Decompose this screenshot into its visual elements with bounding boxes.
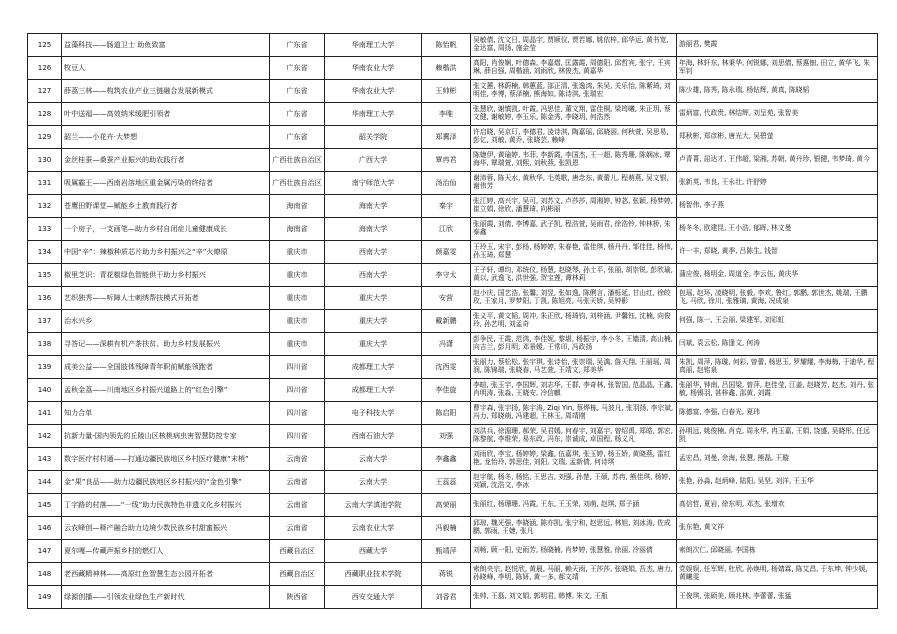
school-name-cell: 海南大学 (325, 195, 422, 218)
advisors-cell: 朱凯, 周萍, 陈璇, 何彩, 曾蕾, 杨思玉, 罗耀耀, 李海梅, 于迪华, 程真丽, 赵铭泉 (677, 356, 878, 379)
row-number-cell: 142 (28, 425, 62, 448)
project-name-cell: 椒里芝识：青花椒绿色智能供干助力乡村振兴 (62, 264, 270, 287)
leader-name-cell: 高荣丽 (422, 494, 471, 517)
project-name-cell: 夏尔嘎—传藏声振乡村的燃灯人 (62, 540, 270, 563)
row-number-cell: 141 (28, 402, 62, 425)
row-number-cell: 128 (28, 103, 62, 126)
school-name-cell: 云南大学 (325, 471, 422, 494)
project-name-cell: 丁字路的村落——“一线”助力民族特色非遗文化乡村振兴 (62, 494, 270, 517)
table-row (28, 310, 878, 333)
row-number-cell: 144 (28, 471, 62, 494)
province-cell: 四川省 (270, 379, 325, 402)
project-name-cell: 孟秋金荔——川南地区乡村振兴道路上的“红色引擎” (62, 379, 270, 402)
advisors-cell: 王俊琪, 张硕美, 顾兆林, 李蕾蕾, 张猛 (677, 586, 878, 609)
leader-name-cell: 冯潇 (422, 333, 471, 356)
row-number-cell: 129 (28, 126, 62, 149)
advisors-cell: 张新英, 韦良, 王永壮, 许舒婷 (677, 172, 878, 195)
team-members-cell: 高阳, 肖俊娴, 叶德森, 李嘉熠, 匡露霞, 周德阳, 邱哲宾, 张宁, 王宾琳, 薛自强, 周楷涵, 刘雨欣, 林俊杰, 黄嘉华 (471, 57, 677, 80)
province-cell: 广东省 (270, 80, 325, 103)
advisors-cell: 雷炳富, 代政贵, 林结辉, 刘呈苑, 张智美 (677, 103, 878, 126)
school-name-cell: 云南大学滇池学院 (325, 494, 422, 517)
table-row (28, 333, 878, 356)
province-cell: 云南省 (270, 517, 325, 540)
advisors-cell: 高信哲, 夏岩, 徐东明, 邓杰, 张增欢 (677, 494, 878, 517)
project-name-cell: 抗新力量-国内领先的丘陵山区核桃病虫害智慧防控专家 (62, 425, 270, 448)
table-row (28, 586, 878, 609)
school-name-cell: 西南石油大学 (325, 425, 422, 448)
school-name-cell: 云南农业大学 (325, 517, 422, 540)
table-body (28, 34, 878, 609)
leader-name-cell: 陈怡帆 (422, 34, 471, 57)
project-name-cell: 韶兰——小花卉·大梦想 (62, 126, 270, 149)
table-row (28, 57, 878, 80)
advisors-cell: 孙明远, 姚俊楠, 肖克, 周永华, 冉玉嘉, 王娟, 饶盛, 吴晓彤, 任远凯 (677, 425, 878, 448)
project-name-cell: 云农峰创—释产融合助力边境少数民族乡村甜蜜振兴 (62, 517, 270, 540)
leader-name-cell: 王帅彬 (422, 80, 471, 103)
project-name-cell: 老西藏精神林——高原红色智慧生态公园开拓者 (62, 563, 270, 586)
school-name-cell: 西南大学 (325, 264, 422, 287)
project-name-cell: 益藻科技——肠道卫士 助鱼致富 (62, 34, 270, 57)
school-name-cell: 重庆大学 (325, 287, 422, 310)
advisors-cell: 党娱娱, 任军辉, 杜欣, 孙焕明, 杨婧霖, 陈艾昌, 于东坤, 钟少媛, 黄曦雯 (677, 563, 878, 586)
row-number-cell: 147 (28, 540, 62, 563)
team-members-cell: 陈婕伊, 黄瑜婷, 韦菲, 李新霞, 李国杰, 王一超, 陈秀珊, 陈娴冰, 覃海华, 覃瑞萱, 刘熙, 刘秋燕, 张凯恩 (471, 149, 677, 172)
leader-name-cell: 汤治仙 (422, 172, 471, 195)
advisors-cell: 索朗次仁, 邱晓丽, 李国栋 (677, 540, 878, 563)
leader-name-cell: 刘强 (422, 425, 471, 448)
team-members-cell: 张丽红, 杨珊珊, 冯霞, 王东, 王玉荣, 刘萌, 赵琪, 郑子涵 (471, 494, 677, 517)
table-row (28, 402, 878, 425)
leader-name-cell: 王蕊蕊 (422, 471, 471, 494)
advisors-cell: 陈少雄, 陈秀, 陈永瑞, 杨钻辉, 黄真, 陈晓韬 (677, 80, 878, 103)
school-name-cell: 南宁师范大学 (325, 172, 422, 195)
team-members-cell: 吴敏倩, 沈文日, 周晶宇, 贾顺仪, 贾若娜, 姚依梓, 邱华运, 黄书宽, 金达富, 周扬, 施金莹 (471, 34, 677, 57)
team-members-cell: 刘洪兵, 徐湄珊, 郝荣, 吴君嫣, 何春宇, 刘嘉宇, 曾绍禹, 郑皓, 郭宏, 陈黎航, 李维荣, 易东政, 冯东, 崇诚成, 卓国程, 杨义凡 (471, 425, 677, 448)
advisors-cell: 孟宏昌, 刘曼, 余海, 张慧, 熊磊, 王璇 (677, 448, 878, 471)
table-row (28, 218, 878, 241)
province-cell: 重庆市 (270, 287, 325, 310)
row-number-cell: 148 (28, 563, 62, 586)
school-name-cell: 西藏职业技术学院 (325, 563, 422, 586)
table-row (28, 379, 878, 402)
team-members-cell: 邱琼, 魏光强, 李晓涵, 陈亦凯, 张宁和, 赵思远, 林旭, 刘冰涛, 佐成鹏, 郭雨, 王婕, 张凡 (471, 517, 677, 540)
team-members-cell: 张丽霞, 刘倩, 李博嘉, 武子凯, 程浩萱, 吴雨君, 徐浩铃, 钟林桥, 朱泰鑫 (471, 218, 677, 241)
row-number-cell: 149 (28, 586, 62, 609)
province-cell: 西藏自治区 (270, 563, 325, 586)
project-name-cell: 苍鹰田野课堂—赋能乡土教育践行者 (62, 195, 270, 218)
team-members-cell: 张丽力, 蔡松松, 张宇琪, 张诗怡, 张崇瑞, 吴漓, 詹天翔, 王丽瑶, 周润, 陈锦瑞, 张晓春, 马艺萱, 王靖文, 郑美华 (471, 356, 677, 379)
advisors-cell: 郑秋彬, 郑彦彬, 唐光大, 吴碧萤 (677, 126, 878, 149)
province-cell: 广西壮族自治区 (270, 149, 325, 172)
table-row (28, 494, 878, 517)
row-number-cell: 146 (28, 517, 62, 540)
advisors-cell: 杨冬冬, 欧建昆, 王小浩, 郁晖, 林文曼 (677, 218, 878, 241)
leader-name-cell: 李唯 (422, 103, 471, 126)
team-members-cell: 刘雨欣, 李宝, 杨婷婷, 梁鑫, 伍嘉琪, 张玉婷, 杨玉娇, 黄晓燕, 雷红艳, 龙怡玲, 郭思佳, 刘阳, 文瑞, 孟新倩, 何诗琪 (471, 448, 677, 471)
table-row (28, 517, 878, 540)
row-number-cell: 135 (28, 264, 62, 287)
row-number-cell: 133 (28, 218, 62, 241)
advisors-cell: 许一丰, 郑晓, 黄季, 吕陈生, 钱智 (677, 241, 878, 264)
advisors-cell: 包瑶, 赵环, 凌晓明, 张毅, 李欢, 鲁红, 郭鹏, 郭世杰, 姚瑞, 王鹏飞, 马欣, 徐川, 张雅璃, 黄海, 况成泉 (677, 287, 878, 310)
advisors-cell: 游丽君, 樊霞 (677, 34, 878, 57)
advisors-cell: 闫斌, 袁云松, 陈逢文, 何涛 (677, 333, 878, 356)
row-number-cell: 136 (28, 287, 62, 310)
team-members-cell: 李暄, 张玉宇, 李国辉, 刘志华, 王群, 李奇林, 张智国, 范晶晶, 王鑫, 肖明涛, 张淼, 王晓安, 冷信麒 (471, 379, 677, 402)
province-cell: 广东省 (270, 57, 325, 80)
table-row (28, 471, 878, 494)
row-number-cell: 127 (28, 80, 62, 103)
table-row (28, 126, 878, 149)
team-members-cell: 刘畅, 顾一阳, 史雨芳, 杨晓楠, 肖梦婷, 张慧雅, 徐丽, 冷丽倩 (471, 540, 677, 563)
table-row (28, 149, 878, 172)
team-members-cell: 谢沛蓉, 陈天水, 黄秋华, 毛英歌, 唐念东, 黄蕾儿, 程萌燕, 吴文银, 谢伟芳 (471, 172, 677, 195)
team-members-cell: 索朗央宗, 赵悦欣, 黄晨, 马丽, 赖天雨, 王莎莎, 张晓娟, 吾杰, 唐力, 孙晓峰, 李明, 陈妍, 黄一多, 郝文靖 (471, 563, 677, 586)
advisors-cell: 张艳, 孙淼, 赵炳峰, 陆阳, 吴坚, 刘洋, 王玉华 (677, 471, 878, 494)
table-row (28, 103, 878, 126)
school-name-cell: 电子科技大学 (325, 402, 422, 425)
province-cell: 广东省 (270, 126, 325, 149)
team-members-cell: 彭争民, 王霞, 范鸿, 李佳妮, 黎堪, 杨振宇, 李小冬, 王嫱清, 高山楠, 向吉兰, 彭月明, 邓景嫒, 王常印, 冯政扬 (471, 333, 677, 356)
row-number-cell: 125 (28, 34, 62, 57)
province-cell: 广东省 (270, 34, 325, 57)
province-cell: 重庆市 (270, 241, 325, 264)
school-name-cell: 华南理工大学 (325, 34, 422, 57)
team-members-cell: 王玲玉, 宋宇, 彭杨, 杨婷婷, 朱春艳, 雷佳琪, 杨丹丹, 邹佳佳, 杨伟, 孙玉琦, 郑慧 (471, 241, 677, 264)
leader-name-cell: 秦宇 (422, 195, 471, 218)
advisors-cell: 陈德富, 李强, 白春光, 夏玮 (677, 402, 878, 425)
table-row (28, 563, 878, 586)
leader-name-cell: 安营 (422, 287, 471, 310)
leader-name-cell: 覃冉君 (422, 149, 471, 172)
team-members-cell: 张帅, 王磊, 刘文娟, 郭明君, 韩博, 朱文, 王瓶 (471, 586, 677, 609)
leader-name-cell: 戴新鹏 (422, 310, 471, 333)
leader-name-cell: 李佳旋 (422, 379, 471, 402)
province-cell: 云南省 (270, 471, 325, 494)
team-members-cell: 张慧欣, 谢慎凯, 叶霞, 冯思佳, 董文翔, 雷佳桐, 梁筠曦, 朱正玥, 蔡文健, 谢敏婷, 李玉乐, 陈金秀, 李晓玥, 何浩然 (471, 103, 677, 126)
project-name-cell: 绿源创播——引领农业绿色生产新时代 (62, 586, 270, 609)
team-members-cell: 张文蕙, 林蔚楠, 韩蕙蓝, 邵正清, 张逸鸿, 朱吴, 关乐怡, 陈紫琦, 刘明佳, 李博, 蔡泽楠, 熊海如, 陈诗淇, 张瑞宏 (471, 80, 677, 103)
school-name-cell: 成都理工大学 (325, 379, 422, 402)
table-row (28, 80, 878, 103)
table-row (28, 287, 878, 310)
team-members-cell: 曹宇森, 张宇扬, 陈宇涛, Ziqi Yin, 蔡烨栋, 马波凡, 张羽扬, 李宗斌, 冯力, 郑晓萌, 冯建超, 王林玉, 周靖刚 (471, 402, 677, 425)
school-name-cell: 华南农业大学 (325, 57, 422, 80)
school-name-cell: 韶关学院 (325, 126, 422, 149)
province-cell: 重庆市 (270, 310, 325, 333)
advisors-cell: 蒲应俊, 杨明金, 周道全, 李云伍, 黄庆华 (677, 264, 878, 287)
project-name-cell: 成美公益——全国肢体残障青年职前赋能领跑者 (62, 356, 270, 379)
school-name-cell: 重庆大学 (325, 310, 422, 333)
leader-name-cell: 冯毅楠 (422, 517, 471, 540)
province-cell: 陕西省 (270, 586, 325, 609)
leader-name-cell: 颜嘉雯 (422, 241, 471, 264)
row-number-cell: 143 (28, 448, 62, 471)
data-table (27, 33, 878, 609)
leader-name-cell: 郑冀泽 (422, 126, 471, 149)
province-cell: 四川省 (270, 356, 325, 379)
row-number-cell: 134 (28, 241, 62, 264)
row-number-cell: 126 (28, 57, 62, 80)
province-cell: 重庆市 (270, 333, 325, 356)
row-number-cell: 131 (28, 172, 62, 195)
school-name-cell: 海南大学 (325, 218, 422, 241)
row-number-cell: 139 (28, 356, 62, 379)
team-members-cell: 张义平, 黄文韬, 周冲, 朱正欣, 杨琦钧, 刘梓涵, 尹馨钰, 沈楠, 向俊玲, 孙艺明, 刘孟奇 (471, 310, 677, 333)
project-name-cell: 金丝桂蚕—桑蚕产业振兴的助农践行者 (62, 149, 270, 172)
project-name-cell: 叶中送福——高效纳米缓肥引领者 (62, 103, 270, 126)
project-name-cell: 艺织独秀——听障人士刺绣帮扶模式开拓者 (62, 287, 270, 310)
project-name-cell: 中国“辛”：辣椒种质芯片助力乡村振兴之“辛”火燎原 (62, 241, 270, 264)
province-cell: 重庆市 (270, 264, 325, 287)
table-row (28, 264, 878, 287)
table-row (28, 356, 878, 379)
advisors-cell: 年海, 林轩东, 林秉华, 何锐娜, 刘思倩, 蔡惠钿, 田立, 黄华飞, 朱军钊 (677, 57, 878, 80)
table-row (28, 425, 878, 448)
project-name-cell: 寻答记——深耕有机产茶扶贫、助力乡村发展振兴 (62, 333, 270, 356)
school-name-cell: 华南理工大学 (325, 103, 422, 126)
advisors-cell: 张丽华, 钟南, 吕国梁, 曾萍, 赵佳莹, 江姜, 赵晓芳, 赵杰, 刘丹, 张敏, 杨锡羽, 甚梓鑫, 邵黄, 刘霞 (677, 379, 878, 402)
school-name-cell: 西藏大学 (325, 540, 422, 563)
team-members-cell: 赵宇航, 杨冬, 杨铭, 王思吉, 刘强, 孙楚, 王硕, 苏冉, 熊佳琪, 杨婷, 刘颖, 沈浩文, 李冰 (471, 471, 677, 494)
province-cell: 云南省 (270, 448, 325, 471)
leader-name-cell: 刘香君 (422, 586, 471, 609)
school-name-cell: 西南大学 (325, 241, 422, 264)
leader-name-cell: 沈西雯 (422, 356, 471, 379)
project-name-cell: 吸属霸王——西南岩溶地区重金属污染的终结者 (62, 172, 270, 195)
project-name-cell: 数字医疗村村通——打通边疆民族地区乡村医疗健康“末梢” (62, 448, 270, 471)
leader-name-cell: 蒋锐 (422, 563, 471, 586)
project-name-cell: 一个房子，一支画笔—助力乡村自闭症儿童健康成长 (62, 218, 270, 241)
leader-name-cell: 李守太 (422, 264, 471, 287)
row-number-cell: 145 (28, 494, 62, 517)
project-name-cell: 牧豆人 (62, 57, 270, 80)
school-name-cell: 成都理工大学 (325, 356, 422, 379)
province-cell: 西藏自治区 (270, 540, 325, 563)
advisors-cell: 卢青菁, 屈达才, 王伟超, 梁湘, 苏朝, 黄丹珍, 银健, 韦梦琦, 黄今 (677, 149, 878, 172)
leader-name-cell: 李鑫鑫 (422, 448, 471, 471)
province-cell: 广西壮族自治区 (270, 172, 325, 195)
province-cell: 海南省 (270, 218, 325, 241)
table-row (28, 34, 878, 57)
table-row (28, 195, 878, 218)
leader-name-cell: 江欣 (422, 218, 471, 241)
advisors-cell: 张东艳, 黄文祥 (677, 517, 878, 540)
table-row (28, 540, 878, 563)
team-members-cell: 张江婷, 高兴宇, 吴可, 刘苏文, 卢莎莎, 周湘婷, 钟苾, 张颖, 杨梦婷, 崔立娟, 徐欣, 潘慧琦, 向彬丽 (471, 195, 677, 218)
leader-name-cell: 陈启阳 (422, 402, 471, 425)
table-row (28, 241, 878, 264)
advisors-cell: 何强, 陈一, 王会丽, 梁建军, 刘彩虹 (677, 310, 878, 333)
school-name-cell: 广西大学 (325, 149, 422, 172)
school-name-cell: 华南农业大学 (325, 80, 422, 103)
row-number-cell: 137 (28, 310, 62, 333)
leader-name-cell: 赖楷洪 (422, 57, 471, 80)
team-members-cell: 赵小庆, 国艺浩, 张馨, 刘昱, 张如逸, 陈俐言, 潘栎延, 甘山红, 徐皎玫, 王家月, 罗梦阳, 丁凯, 陈旭亮, 马张天娇, 吴钟影 (471, 287, 677, 310)
row-number-cell: 132 (28, 195, 62, 218)
advisors-cell: 杨智伟, 李子燕 (677, 195, 878, 218)
project-name-cell: 治水兴乡 (62, 310, 270, 333)
table-row (28, 172, 878, 195)
row-number-cell: 140 (28, 379, 62, 402)
project-name-cell: 薛荔三林——构筑农业产业三链融合发展新模式 (62, 80, 270, 103)
team-members-cell: 许启晓, 吴京玎, 李德君, 凌诗淇, 陶嘉瑶, 邱晓丽, 何秋萱, 吴思易, 彭亿, 刘敏, 黄乔, 张晓芸, 赖峰 (471, 126, 677, 149)
province-cell: 四川省 (270, 425, 325, 448)
team-members-cell: 王子轩, 谭均, 邓统仪, 杨慧, 赵晓琴, 孙士平, 张丽, 胡崇锐, 彭欣瑜, 黄以, 武逸飞, 洪世强, 贺宝莲, 谭林莉 (471, 264, 677, 287)
project-name-cell: 知力合单 (62, 402, 270, 425)
row-number-cell: 130 (28, 149, 62, 172)
table-row (28, 448, 878, 471)
province-cell: 云南省 (270, 494, 325, 517)
province-cell: 广东省 (270, 103, 325, 126)
school-name-cell: 重庆大学 (325, 333, 422, 356)
school-name-cell: 西安交通大学 (325, 586, 422, 609)
row-number-cell: 138 (28, 333, 62, 356)
project-name-cell: 金“果”良品——助力边疆民族地区乡村振兴的“金色引擎” (62, 471, 270, 494)
leader-name-cell: 甄靖萍 (422, 540, 471, 563)
province-cell: 四川省 (270, 402, 325, 425)
school-name-cell: 云南大学 (325, 448, 422, 471)
province-cell: 海南省 (270, 195, 325, 218)
